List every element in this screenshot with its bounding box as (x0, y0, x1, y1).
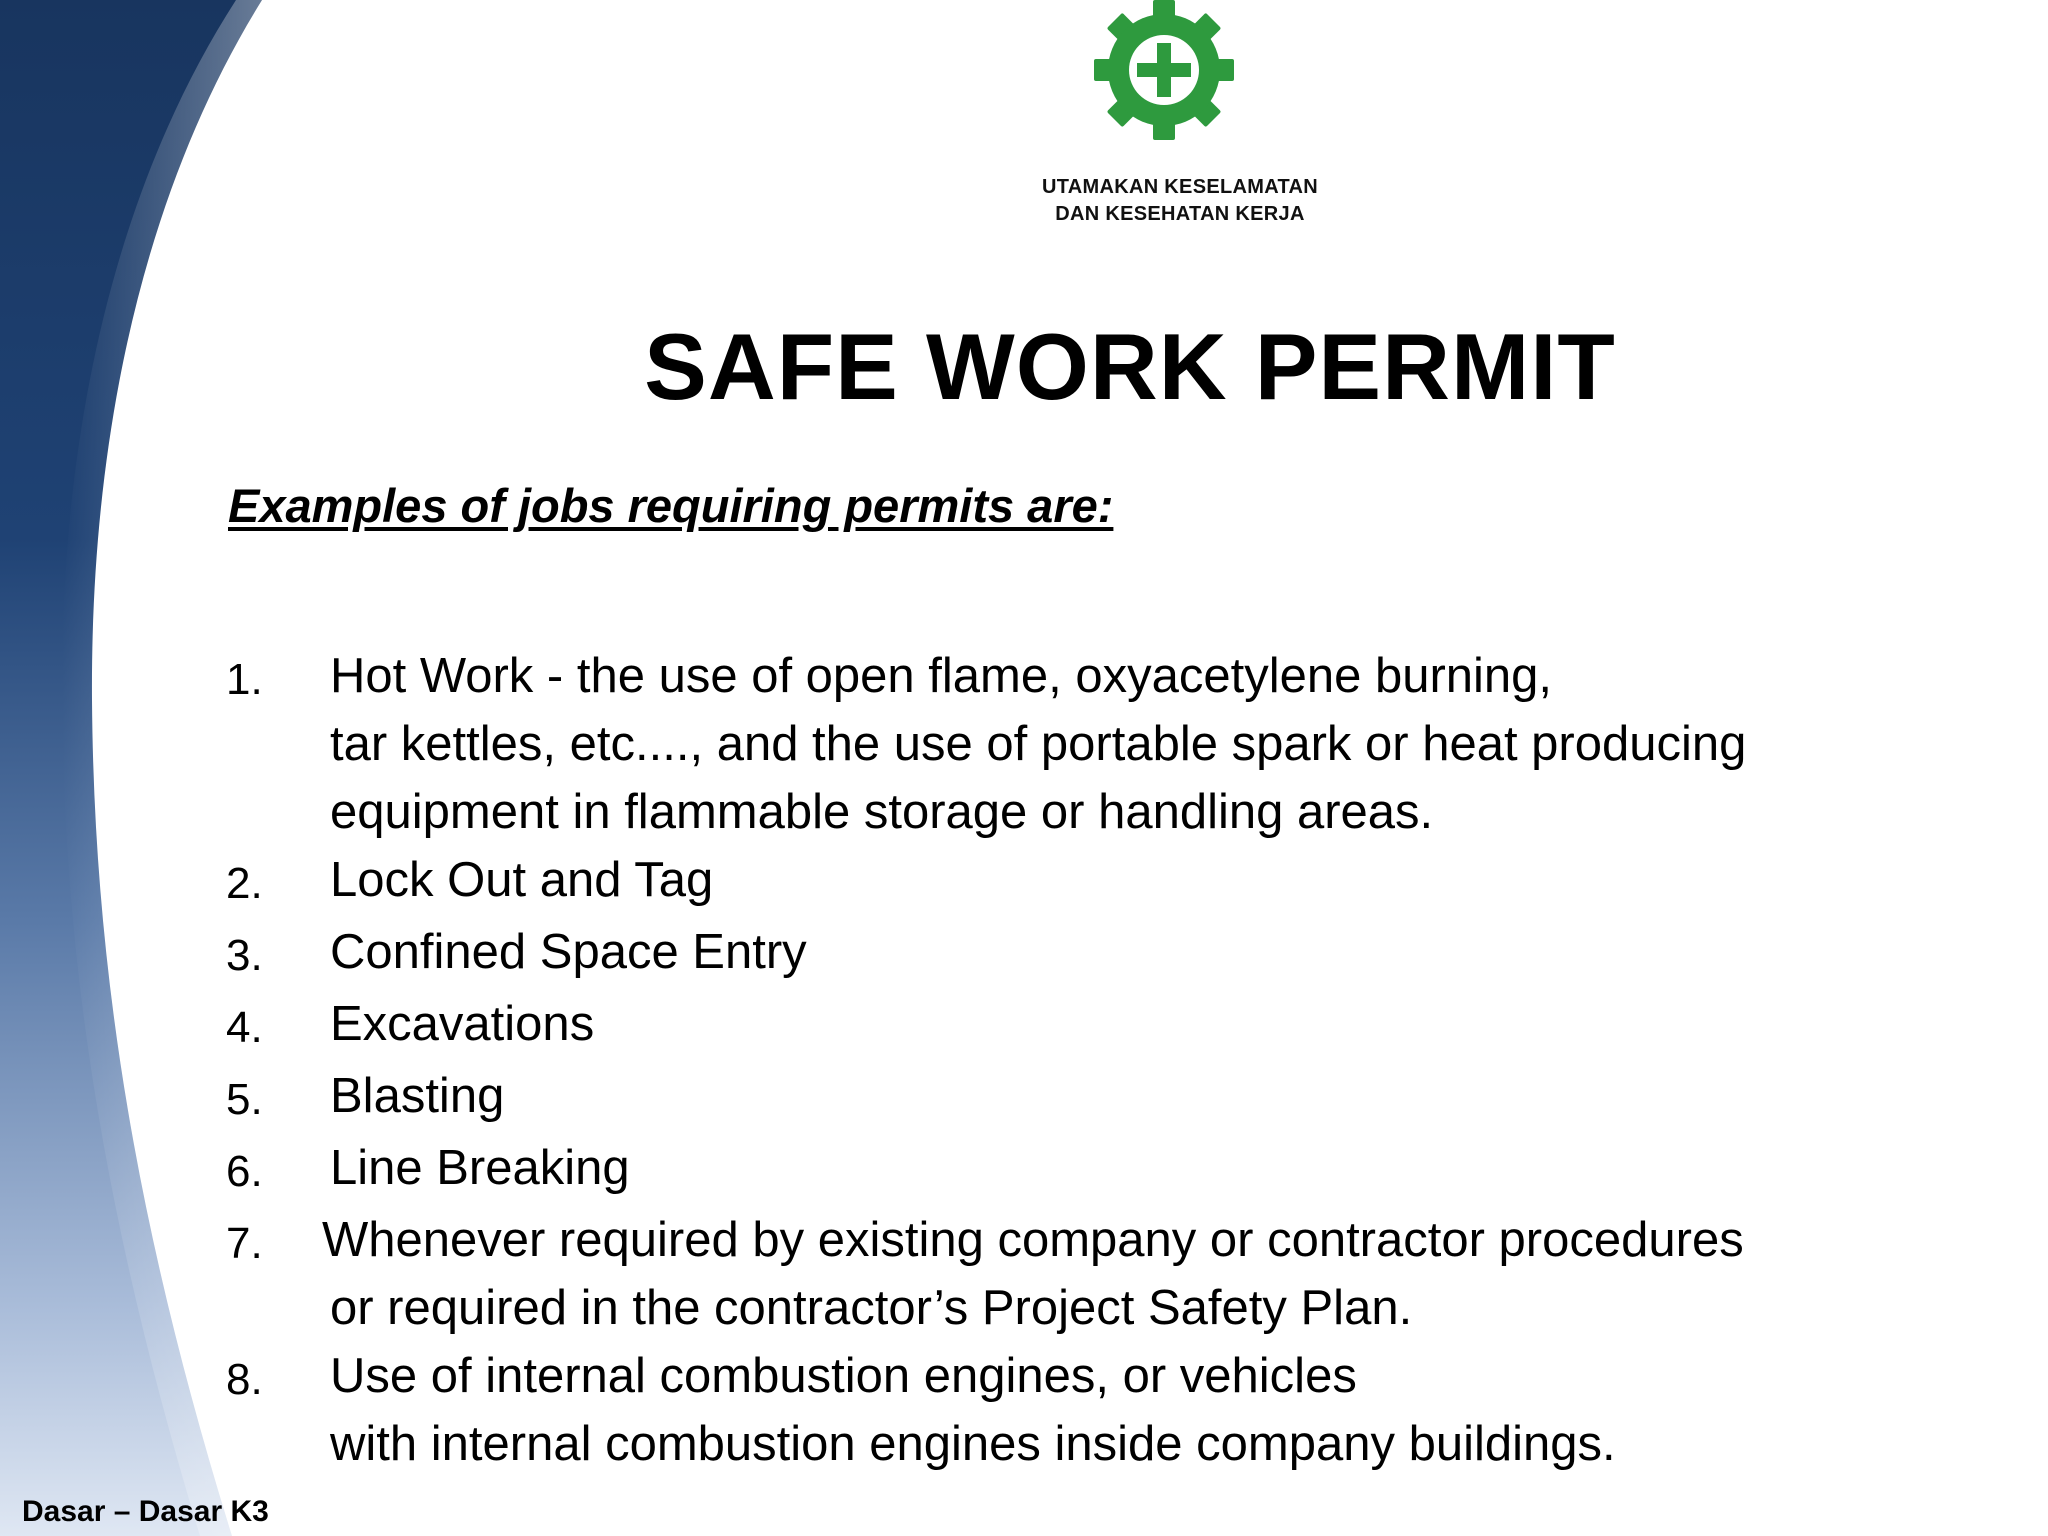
item-number: 5. (226, 1075, 263, 1124)
item-number: 3. (226, 931, 263, 980)
item-number: 8. (226, 1355, 263, 1404)
item-text-line: with internal combustion engines inside company buildings. (330, 1417, 1616, 1471)
list-item (226, 1134, 1946, 1206)
gear-cross-safety-icon (1084, 0, 1244, 140)
item-text-line: Lock Out and Tag (330, 853, 714, 907)
item-text (330, 918, 1946, 986)
list-item (226, 1206, 1946, 1342)
item-text-line: Whenever required by existing company or contractor procedures (322, 1213, 1744, 1267)
list-item (226, 642, 1946, 846)
item-text-line: tar kettles, etc...., and the use of portable spark or heat producing (330, 717, 1747, 771)
slide-title: SAFE WORK PERMIT (644, 314, 1616, 419)
item-text (330, 1062, 1946, 1130)
item-text (322, 1206, 1946, 1342)
slide-subtitle: Examples of jobs requiring permits are: (228, 479, 1114, 532)
k3-safety-logo (1084, 0, 1244, 140)
footer-label: Dasar – Dasar K3 (22, 1495, 269, 1528)
item-text (330, 990, 1946, 1058)
list-item (226, 990, 1946, 1062)
item-text-line: Hot Work - the use of open flame, oxyacetylene burning, (330, 649, 1553, 703)
item-number: 6. (226, 1147, 263, 1196)
item-text-line: Confined Space Entry (330, 925, 807, 979)
item-text-line: Excavations (330, 997, 595, 1051)
motto-line-2: DAN KESEHATAN KERJA (1055, 203, 1305, 225)
item-text-line: equipment in flammable storage or handling areas. (330, 785, 1434, 839)
item-text (330, 1342, 1946, 1478)
item-text-line: or required in the contractor’s Project Safety Plan. (330, 1281, 1413, 1335)
item-text (330, 642, 1946, 846)
list-item (226, 1062, 1946, 1134)
list-item (226, 1342, 1946, 1478)
item-text (330, 846, 1946, 914)
list-item (226, 918, 1946, 990)
list-item (226, 846, 1946, 918)
item-text-line: Blasting (330, 1069, 505, 1123)
item-text (330, 1134, 1946, 1202)
item-number: 4. (226, 1003, 263, 1052)
motto-line-1: UTAMAKAN KESELAMATAN (1042, 176, 1318, 198)
item-text-line: Line Breaking (330, 1141, 630, 1195)
permit-job-list (226, 642, 1946, 1478)
item-number: 2. (226, 859, 263, 908)
item-text-line: Use of internal combustion engines, or vehicles (330, 1349, 1357, 1403)
item-number: 7. (226, 1219, 263, 1268)
item-number: 1. (226, 655, 263, 704)
